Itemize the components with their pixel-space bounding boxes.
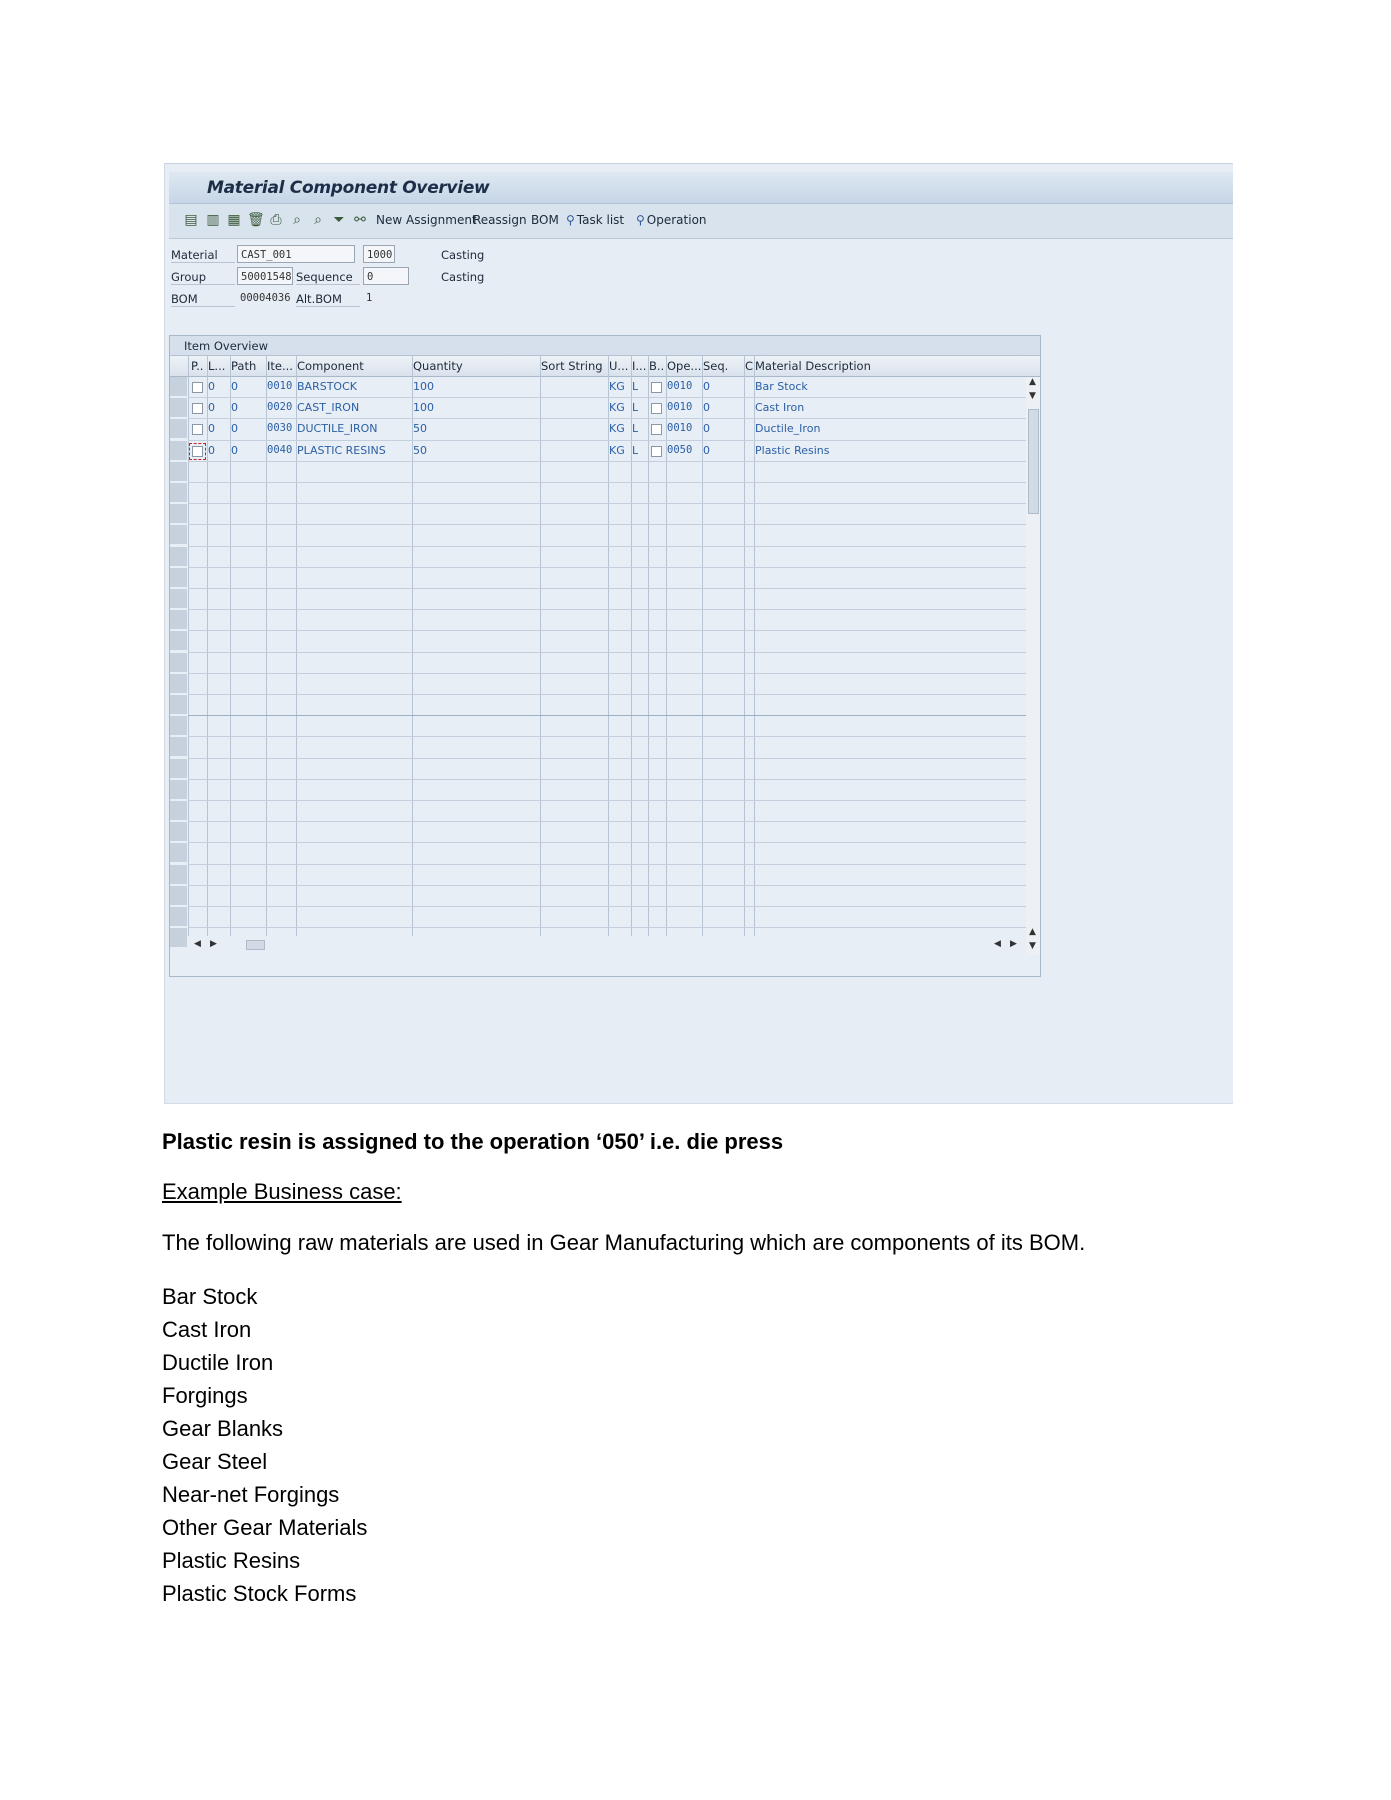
row-selector[interactable] <box>170 928 187 948</box>
cell-icat[interactable]: L <box>632 443 639 457</box>
col-header-item-category[interactable]: I... <box>632 359 647 373</box>
row-divider <box>188 397 1026 398</box>
bom-label: BOM <box>171 292 235 307</box>
caption-bold: Plastic resin is assigned to the operation ‘050’ i.e. die press <box>162 1129 784 1154</box>
cell-desc[interactable]: Plastic Resins <box>755 443 830 457</box>
cell-seq[interactable]: 0 <box>703 401 710 415</box>
row-checkbox[interactable] <box>192 424 203 435</box>
row-selector[interactable] <box>170 737 187 757</box>
cell-desc[interactable]: Ductile_Iron <box>755 422 821 436</box>
hierarchy-icon[interactable]: ⚯ <box>354 212 366 228</box>
cell-path[interactable]: 0 <box>231 443 238 457</box>
row-divider <box>188 630 1026 631</box>
col-header-unit[interactable]: U... <box>609 359 629 373</box>
cell-item[interactable]: 0010 <box>267 380 293 392</box>
col-header-material-description[interactable]: Material Description <box>755 359 871 373</box>
horizontal-scroll-thumb[interactable] <box>246 940 265 950</box>
vertical-scrollbar[interactable] <box>1026 377 1040 955</box>
col-header-component[interactable]: Component <box>297 359 364 373</box>
row-selector[interactable] <box>170 483 187 503</box>
item-overview-title-bar <box>170 336 1040 356</box>
material-list-item: Gear Steel <box>162 1449 268 1474</box>
row-divider <box>188 440 1026 441</box>
alt-bom-label: Alt.BOM <box>296 292 360 307</box>
row-selector[interactable] <box>170 462 187 482</box>
row-selector[interactable] <box>170 843 187 863</box>
cell-seq[interactable]: 0 <box>703 443 710 457</box>
row-selector[interactable] <box>170 631 187 651</box>
cell-l[interactable]: 0 <box>208 443 215 457</box>
row-selector[interactable] <box>170 695 187 715</box>
person-icon: ⚲ <box>566 213 575 227</box>
row-selector[interactable] <box>170 589 187 609</box>
cell-quantity[interactable]: 50 <box>413 443 427 457</box>
bom-button[interactable]: BOM <box>531 213 559 227</box>
alt-bom-value: 1 <box>366 292 373 304</box>
col-header-seq[interactable]: Seq. <box>703 359 729 373</box>
cell-quantity[interactable]: 50 <box>413 422 427 436</box>
row-checkbox[interactable] <box>192 403 203 414</box>
group-description: Casting <box>441 270 485 284</box>
scroll-thumb[interactable] <box>1028 409 1039 514</box>
cell-unit[interactable]: KG <box>609 422 625 436</box>
material-list-item: Plastic Stock Forms <box>162 1581 357 1606</box>
row-selector[interactable] <box>170 525 187 545</box>
material-list-item: Forgings <box>162 1383 248 1408</box>
cell-item[interactable]: 0040 <box>267 443 293 456</box>
row-selector[interactable] <box>170 504 187 524</box>
bulk-material-checkbox[interactable] <box>651 382 662 393</box>
cell-op[interactable]: 0010 <box>667 422 693 435</box>
material-list-item: Ductile Iron <box>162 1350 274 1375</box>
col-header-path[interactable]: Path <box>231 359 257 373</box>
row-selector[interactable] <box>170 547 187 567</box>
cell-icat[interactable]: L <box>632 401 639 415</box>
cell-component[interactable]: DUCTILE_IRON <box>297 422 378 436</box>
cell-item[interactable]: 0030 <box>267 422 293 435</box>
row-divider <box>188 736 1026 737</box>
row-divider <box>188 673 1026 674</box>
bulk-material-checkbox[interactable] <box>651 446 662 457</box>
material-list-item: Plastic Resins <box>162 1548 301 1573</box>
row-divider <box>188 482 1026 483</box>
cell-l[interactable]: 0 <box>208 422 215 436</box>
sequence-field[interactable]: 0 <box>363 267 409 285</box>
row-selector[interactable] <box>170 653 187 673</box>
find-icon[interactable]: ⌕ <box>293 212 301 228</box>
row-divider <box>188 779 1026 780</box>
delete-icon[interactable]: 🗑 <box>247 212 265 228</box>
row-selector[interactable] <box>170 674 187 694</box>
cell-unit[interactable]: KG <box>609 380 625 393</box>
material-list-item: Other Gear Materials <box>162 1515 368 1540</box>
reassign-button[interactable]: Reassign <box>473 213 527 227</box>
row-selector[interactable] <box>170 907 187 927</box>
deselect-all-icon[interactable]: ▦ <box>227 212 241 228</box>
cell-l[interactable]: 0 <box>208 401 215 415</box>
row-divider <box>188 567 1026 568</box>
plant-field[interactable]: 1000 <box>363 245 395 263</box>
print-icon[interactable]: ⎙ <box>270 212 282 228</box>
cell-op[interactable]: 0010 <box>667 380 693 392</box>
cell-desc[interactable]: Cast Iron <box>755 401 805 415</box>
row-divider <box>188 461 1026 462</box>
cell-seq[interactable]: 0 <box>703 422 710 436</box>
cell-component[interactable]: PLASTIC RESINS <box>297 443 386 457</box>
cell-quantity[interactable]: 100 <box>413 380 434 393</box>
operation-button[interactable]: ⚲ Operation <box>636 213 707 227</box>
row-selector[interactable] <box>170 801 187 821</box>
cell-component[interactable]: CAST_IRON <box>297 401 360 415</box>
select-block-icon[interactable]: ▥ <box>206 212 220 228</box>
row-divider <box>188 758 1026 759</box>
task-list-button[interactable]: ⚲ Task list <box>566 213 625 227</box>
row-divider <box>188 842 1026 843</box>
material-list-item: Cast Iron <box>162 1317 252 1342</box>
select-all-icon[interactable]: ▤ <box>184 212 198 228</box>
cell-desc[interactable]: Bar Stock <box>755 380 808 393</box>
cell-l[interactable]: 0 <box>208 380 215 393</box>
column-divider <box>648 356 649 936</box>
row-divider <box>188 652 1026 653</box>
row-divider <box>188 609 1026 610</box>
row-selector[interactable] <box>170 716 187 736</box>
material-label: Material <box>171 248 235 263</box>
scroll-page-down-icon[interactable]: ▼ <box>1029 941 1036 951</box>
group-label: Group <box>171 270 235 285</box>
material-description: Casting <box>441 248 485 262</box>
col-header-b[interactable]: B.. <box>649 359 665 373</box>
col-header-p[interactable]: P.. <box>191 359 204 373</box>
scroll-far-left-icon[interactable]: ◀ <box>994 939 1001 949</box>
cell-unit[interactable]: KG <box>609 401 625 415</box>
scroll-down-icon[interactable]: ▼ <box>1029 391 1036 401</box>
row-divider <box>188 503 1026 504</box>
row-selector[interactable] <box>170 377 187 397</box>
screen-title-bar <box>169 172 1233 204</box>
col-header-item[interactable]: Ite... <box>267 359 293 373</box>
row-divider <box>188 864 1026 865</box>
filter-icon[interactable]: ⏷ <box>333 212 345 228</box>
row-selector[interactable] <box>170 568 187 588</box>
row-selector[interactable] <box>170 886 187 906</box>
row-divider <box>188 546 1026 547</box>
bulk-material-checkbox[interactable] <box>651 403 662 414</box>
col-header-quantity[interactable]: Quantity <box>413 359 463 373</box>
bulk-material-checkbox[interactable] <box>651 424 662 435</box>
bom-value: 00004036 <box>240 292 291 304</box>
application-toolbar <box>169 204 1233 239</box>
row-divider <box>188 821 1026 822</box>
row-selector[interactable] <box>170 419 187 439</box>
sequence-label: Sequence <box>296 270 360 285</box>
col-header-sort-string[interactable]: Sort String <box>541 359 603 373</box>
row-selector[interactable] <box>170 441 187 461</box>
item-overview-panel <box>169 335 1041 977</box>
row-selector[interactable] <box>170 398 187 418</box>
row-divider <box>188 588 1026 589</box>
column-divider <box>540 356 541 936</box>
row-checkbox[interactable] <box>192 382 203 393</box>
cell-path[interactable]: 0 <box>231 380 238 393</box>
row-divider <box>188 906 1026 907</box>
person-icon: ⚲ <box>636 213 645 227</box>
row-selector[interactable] <box>170 759 187 779</box>
table-header <box>170 356 1040 377</box>
row-divider <box>188 800 1026 801</box>
material-field[interactable]: CAST_001 <box>237 245 355 263</box>
row-selector[interactable] <box>170 610 187 630</box>
scroll-left-icon[interactable]: ◀ <box>194 939 201 949</box>
scroll-up-icon[interactable]: ▲ <box>1029 377 1036 387</box>
material-list-item: Gear Blanks <box>162 1416 284 1441</box>
cell-seq[interactable]: 0 <box>703 380 710 393</box>
cell-op[interactable]: 0010 <box>667 401 693 414</box>
horizontal-scrollbar[interactable] <box>188 936 1026 954</box>
column-divider <box>744 356 745 936</box>
col-header-level[interactable]: L... <box>208 359 226 373</box>
row-divider <box>188 927 1026 928</box>
row-divider <box>188 885 1026 886</box>
col-header-operation[interactable]: Ope... <box>667 359 701 373</box>
row-selector[interactable] <box>170 822 187 842</box>
col-header-c[interactable]: C <box>745 359 753 373</box>
scroll-right-icon[interactable]: ▶ <box>210 939 217 949</box>
cell-component[interactable]: BARSTOCK <box>297 380 357 393</box>
row-divider <box>188 418 1026 419</box>
material-list-item: Near-net Forgings <box>162 1482 340 1507</box>
group-field[interactable]: 50001548 <box>237 267 293 285</box>
row-selector[interactable] <box>170 865 187 885</box>
new-assignment-button[interactable]: New Assignment <box>376 213 477 227</box>
find-next-icon[interactable]: ⌕ <box>314 212 322 228</box>
cell-icat[interactable]: L <box>632 380 639 393</box>
scroll-page-up-icon[interactable]: ▲ <box>1029 927 1036 937</box>
cell-quantity[interactable]: 100 <box>413 401 434 415</box>
material-list-item: Bar Stock <box>162 1284 258 1309</box>
cell-op[interactable]: 0050 <box>667 443 693 456</box>
row-selector[interactable] <box>170 780 187 800</box>
row-divider <box>188 715 1026 716</box>
row-divider <box>188 524 1026 525</box>
business-case-paragraph: The following raw materials are used in Gear Manufacturing which are components of its BOM. <box>162 1230 1086 1255</box>
screen-title: Material Component Overview <box>207 178 490 198</box>
materials-list <box>162 1280 367 1610</box>
item-overview-title: Item Overview <box>184 339 268 353</box>
cell-path[interactable]: 0 <box>231 422 238 436</box>
cell-unit[interactable]: KG <box>609 443 625 457</box>
row-divider <box>188 694 1026 695</box>
focus-indicator <box>189 443 206 460</box>
cell-item[interactable]: 0020 <box>267 401 293 414</box>
scroll-far-right-icon[interactable]: ▶ <box>1010 939 1017 949</box>
business-case-heading: Example Business case: <box>162 1179 402 1204</box>
sap-screen <box>164 163 1233 1104</box>
cell-icat[interactable]: L <box>632 422 639 436</box>
cell-path[interactable]: 0 <box>231 401 238 415</box>
